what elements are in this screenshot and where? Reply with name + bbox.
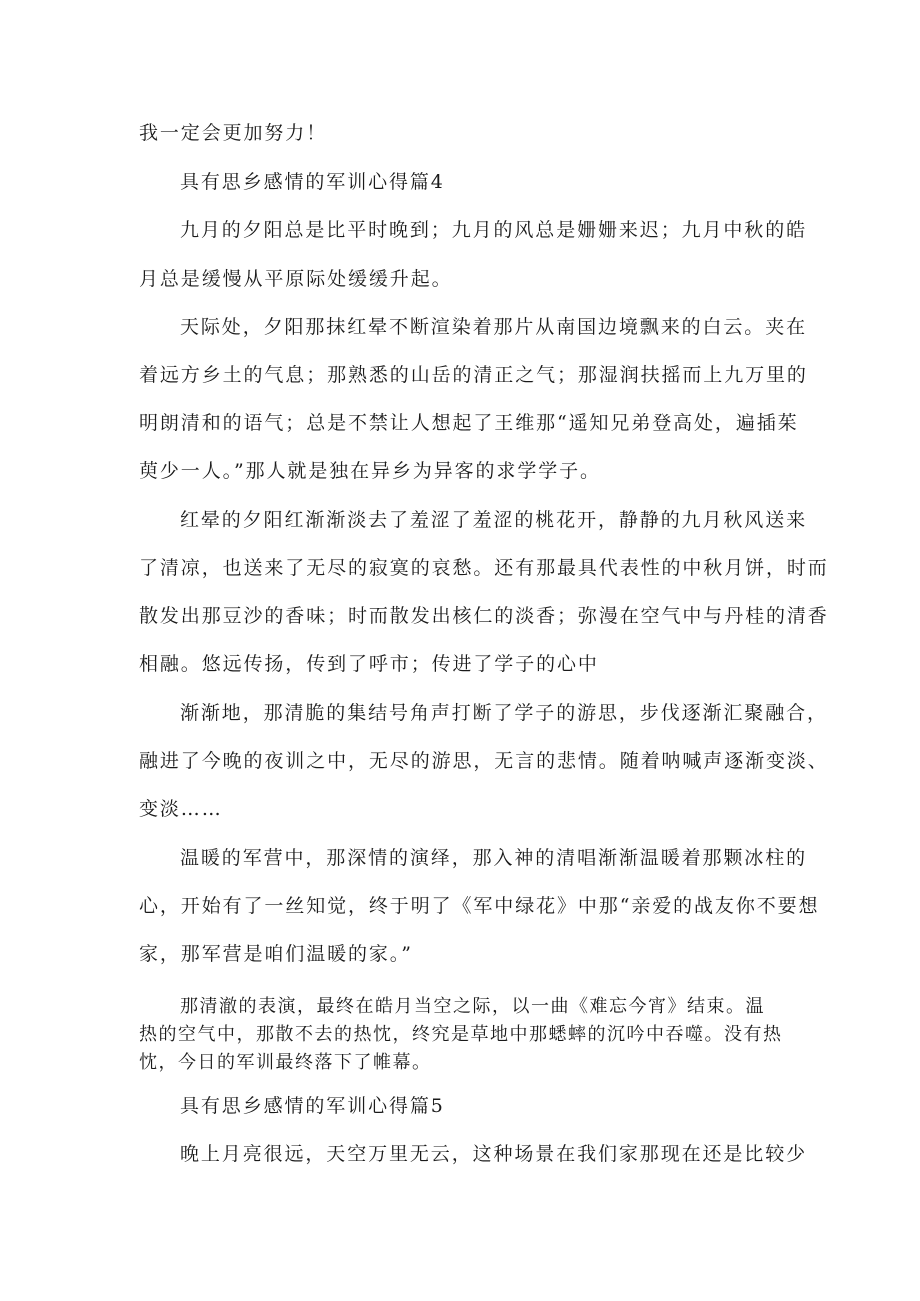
text-line-4: 月总是缓慢从平原际处缓缓升起。 <box>139 268 453 290</box>
text-line-5: 天际处，夕阳那抹红晕不断渲染着那片从南国边境飘来的白云。夹在 <box>180 316 808 338</box>
text-line-7: 明朗清和的语气；总是不禁让人想起了王维那“遥知兄弟登高处，遍插茱 <box>139 412 799 434</box>
text-line-9: 红晕的夕阳红渐渐淡去了羞涩了羞涩的桃花开，静静的九月秋风送来 <box>180 509 808 531</box>
text-line-6: 着远方乡土的气息；那熟悉的山岳的清正之气；那湿润扶摇而上九万里的 <box>139 364 808 386</box>
text-line-15: 变淡…… <box>139 798 223 820</box>
text-line-23: 晚上月亮很远，天空万里无云，这种场景在我们家那现在还是比较少 <box>180 1143 808 1165</box>
section-heading-5: 具有思乡感情的军训心得篇5 <box>180 1095 445 1117</box>
text-line-18: 家，那军营是咱们温暖的家。” <box>139 943 413 965</box>
text-line-20: 热的空气中，那散不去的热忱，终究是草地中那蟋蟀的沉吟中吞噬。没有热 <box>139 1024 783 1045</box>
text-line-14: 融进了今晚的夜训之中，无尽的游思，无言的悲情。随着呐喊声逐渐变淡、 <box>139 750 829 772</box>
text-line-17: 心，开始有了一丝知觉，终于明了《军中绿花》中那“亲爱的战友你不要想 <box>139 895 820 917</box>
text-line-1: 我一定会更加努力！ <box>139 122 328 144</box>
text-line-10: 了清凉，也送来了无尽的寂寞的哀愁。还有那最具代表性的中秋月饼，时而 <box>139 557 829 579</box>
text-line-11: 散发出那豆沙的香味；时而散发出核仁的淡香；弥漫在空气中与丹桂的清香 <box>139 605 829 627</box>
text-line-8: 萸少一人。”那人就是独在异乡为异客的求学学子。 <box>139 460 601 482</box>
text-line-3: 九月的夕阳总是比平时晚到；九月的风总是姗姗来迟；九月中秋的皓 <box>180 219 808 241</box>
text-line-13: 渐渐地，那清脆的集结号角声打断了学子的游思，步伐逐渐汇聚融合， <box>180 702 828 724</box>
section-heading-4: 具有思乡感情的军训心得篇4 <box>180 171 445 193</box>
text-line-21: 忱，今日的军训最终落下了帷幕。 <box>139 1052 432 1073</box>
text-line-12: 相融。悠远传扬，传到了呼市；传进了学子的心中 <box>139 653 599 675</box>
text-line-19: 那清澈的表演，最终在皓月当空之际，以一曲《难忘今宵》结束。温 <box>180 996 765 1017</box>
text-line-16: 温暖的军营中，那深情的演绎，那入神的清唱渐渐温暖着那颗冰柱的 <box>180 847 808 869</box>
